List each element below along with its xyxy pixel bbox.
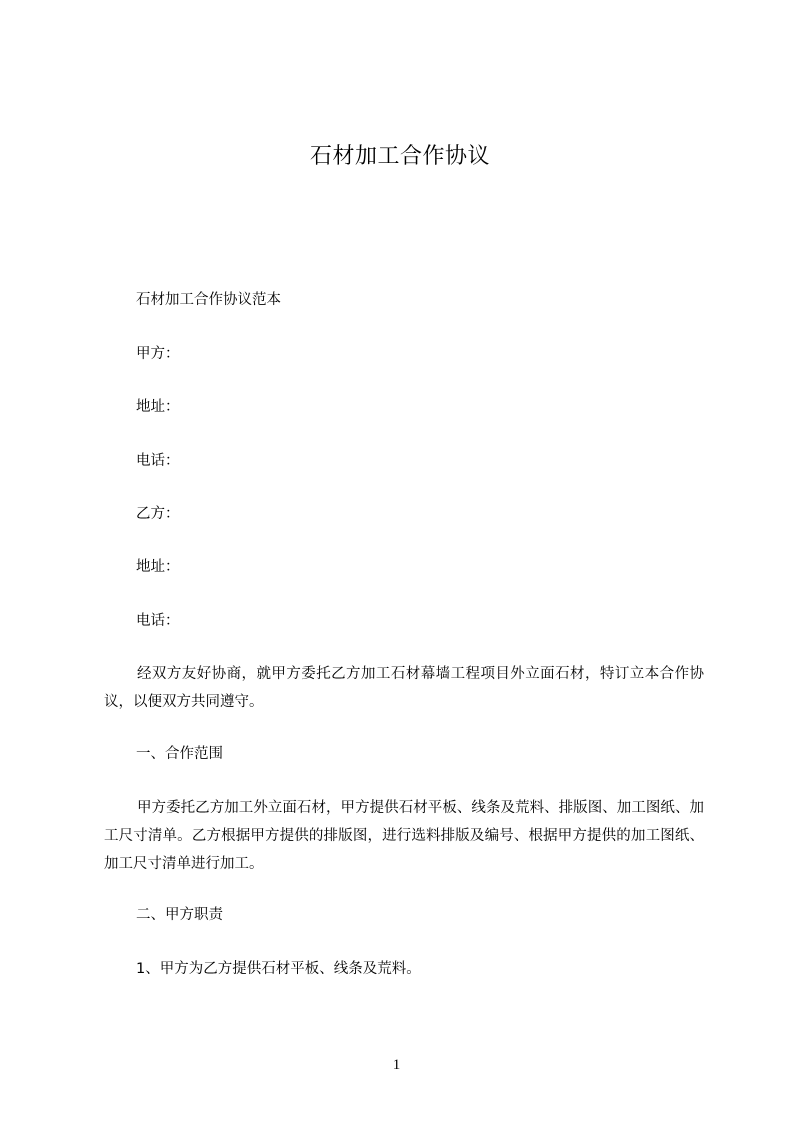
- party-a-label: 甲方：: [136, 346, 180, 362]
- section-1-paragraph: 甲方委托乙方加工外立面石材，甲方提供石材平板、线条及荒料、排版图、加工图纸、加工尺寸清单。乙方根据甲方提供的排版图，进行选料排版及编号、根据甲方提供的加工图纸、加工尺寸清单进行加工。: [104, 800, 704, 872]
- section-1-heading: 一、合作范围: [136, 746, 223, 762]
- party-b-phone-label: 电话：: [136, 613, 180, 629]
- page-number: 1: [392, 1057, 401, 1073]
- document-title: 石材加工合作协议: [309, 144, 490, 169]
- section-2-heading: 二、甲方职责: [136, 907, 223, 923]
- document-subtitle: 石材加工合作协议范本: [136, 292, 281, 308]
- party-b-label: 乙方：: [136, 506, 180, 522]
- intro-paragraph: 经双方友好协商，就甲方委托乙方加工石材幕墙工程项目外立面石材，特订立本合作协议，以便双方共同遵守。: [104, 666, 704, 710]
- party-a-phone-label: 电话：: [136, 453, 180, 469]
- section-2-item-1: 1、甲方为乙方提供石材平板、线条及荒料。: [136, 961, 421, 977]
- party-b-address-label: 地址：: [136, 559, 180, 575]
- party-a-address-label: 地址：: [136, 399, 180, 415]
